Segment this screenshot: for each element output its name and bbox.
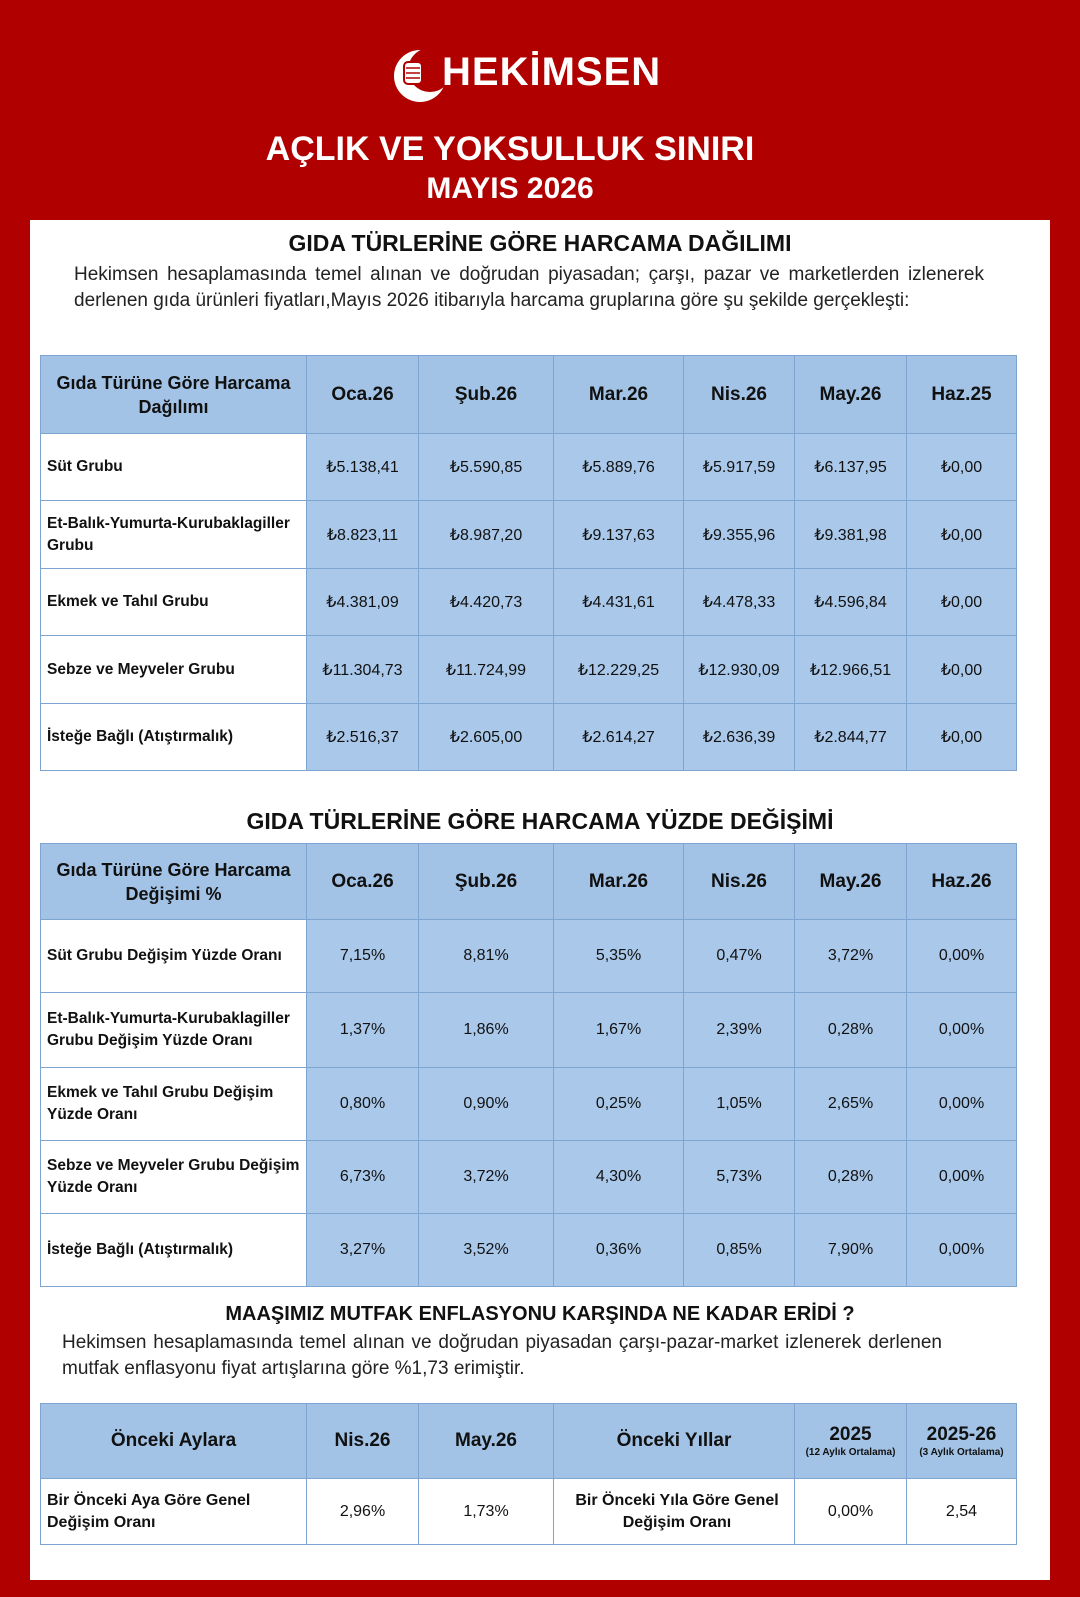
table-cell: 0,85% <box>684 1214 795 1287</box>
row-label: İsteğe Bağlı (Atıştırmalık) <box>41 704 307 771</box>
salary-erosion-table <box>40 1403 1017 1545</box>
table-cell: 0,90% <box>419 1068 554 1141</box>
percent-change-table <box>40 843 1017 1287</box>
table-cell: 0,80% <box>307 1068 419 1141</box>
table-cell: 1,37% <box>307 993 419 1068</box>
table-cell: 0,36% <box>554 1214 684 1287</box>
row-label: Ekmek ve Tahıl Grubu Değişim Yüzde Oranı <box>41 1068 307 1141</box>
table-cell: 0,00% <box>907 1214 1017 1287</box>
prev-years-header: Önceki Yıllar <box>554 1404 795 1479</box>
crescent-fist-icon <box>390 40 450 110</box>
table-cell: 3,27% <box>307 1214 419 1287</box>
table-cell: ₺8.823,11 <box>307 501 419 569</box>
table-cell: 0,25% <box>554 1068 684 1141</box>
col-header: Oca.26 <box>307 356 419 434</box>
table-cell: ₺8.987,20 <box>419 501 554 569</box>
row-label: Et-Balık-Yumurta-Kurubaklagiller Grubu Değişim Yüzde Oranı <box>41 993 307 1068</box>
table-cell: ₺12.930,09 <box>684 636 795 704</box>
row-label: Sebze ve Meyveler Grubu <box>41 636 307 704</box>
table-cell: 5,73% <box>684 1141 795 1214</box>
table-cell: 4,30% <box>554 1141 684 1214</box>
table-cell: 1,73% <box>419 1479 554 1545</box>
col-header-2025-26-note: (3 Aylık Ortalama) <box>919 1446 1004 1458</box>
table-row <box>41 636 1017 704</box>
table-cell: ₺9.355,96 <box>684 501 795 569</box>
col-header: Şub.26 <box>419 844 554 920</box>
col-header-2025-note: (12 Aylık Ortalama) <box>805 1446 896 1458</box>
table-cell: 2,65% <box>795 1068 907 1141</box>
section2-title: GIDA TÜRLERİNE GÖRE HARCAMA YÜZDE DEĞİŞİMİ <box>246 808 834 834</box>
table-cell: ₺5.917,59 <box>684 434 795 501</box>
table-cell: ₺4.478,33 <box>684 569 795 636</box>
table-cell: 2,54 <box>907 1479 1017 1545</box>
table-cell: 0,00% <box>795 1479 907 1545</box>
col-header-2025-label: 2025 <box>829 1423 872 1445</box>
table-row <box>41 704 1017 771</box>
table-cell: 7,15% <box>307 920 419 993</box>
row-label: Bir Önceki Yıla Göre Genel Değişim Oranı <box>554 1479 795 1545</box>
table-cell: 2,96% <box>307 1479 419 1545</box>
col-header: Haz.26 <box>907 844 1017 920</box>
table-cell: ₺4.381,09 <box>307 569 419 636</box>
table-cell: ₺4.420,73 <box>419 569 554 636</box>
table-row <box>41 1068 1017 1141</box>
content-panel <box>30 220 1050 1580</box>
table-row <box>41 1479 1017 1545</box>
table-cell: ₺0,00 <box>907 501 1017 569</box>
col-header: May.26 <box>419 1404 554 1479</box>
table-cell: ₺9.381,98 <box>795 501 907 569</box>
col-header-2025-26-label: 2025-26 <box>926 1423 997 1445</box>
table-cell: 0,00% <box>907 993 1017 1068</box>
section3-paragraph: Hekimsen hesaplamasında temel alınan ve doğrudan piyasadan çarşı-pazar-market izlenerek derlenen mutfak enflasyonu fiyat artışlarına göre %1,73 erimiştir. <box>62 1332 942 1379</box>
table-cell: ₺2.605,00 <box>419 704 554 771</box>
row-label: Et-Balık-Yumurta-Kurubaklagiller Grubu <box>41 501 307 569</box>
table-cell: 0,00% <box>907 920 1017 993</box>
expenditure-table <box>40 355 1017 771</box>
table-cell: 0,47% <box>684 920 795 993</box>
page-subtitle: MAYIS 2026 <box>426 172 594 205</box>
table-header-label: Gıda Türüne Göre Harcama Dağılımı <box>41 356 307 434</box>
table-cell: ₺9.137,63 <box>554 501 684 569</box>
table-cell: 5,35% <box>554 920 684 993</box>
row-label: Ekmek ve Tahıl Grubu <box>41 569 307 636</box>
row-label: Süt Grubu Değişim Yüzde Oranı <box>41 920 307 993</box>
col-header: Mar.26 <box>554 844 684 920</box>
table-cell: ₺2.844,77 <box>795 704 907 771</box>
table-row <box>41 1214 1017 1287</box>
table-cell: 3,72% <box>795 920 907 993</box>
col-header: May.26 <box>795 356 907 434</box>
table-cell: 1,05% <box>684 1068 795 1141</box>
table-cell: ₺2.516,37 <box>307 704 419 771</box>
table-cell: ₺2.636,39 <box>684 704 795 771</box>
section1-title: GIDA TÜRLERİNE GÖRE HARCAMA DAĞILIMI <box>288 230 792 256</box>
table-header-label: Gıda Türüne Göre Harcama Değişimi % <box>41 844 307 920</box>
table-row <box>41 920 1017 993</box>
table-cell: ₺4.431,61 <box>554 569 684 636</box>
col-header: Nis.26 <box>307 1404 419 1479</box>
row-label: İsteğe Bağlı (Atıştırmalık) <box>41 1214 307 1287</box>
table-cell: 3,52% <box>419 1214 554 1287</box>
table-cell: ₺12.966,51 <box>795 636 907 704</box>
row-label: Bir Önceki Aya Göre Genel Değişim Oranı <box>41 1479 307 1545</box>
col-header: Nis.26 <box>684 844 795 920</box>
col-header: Oca.26 <box>307 844 419 920</box>
table-header-row <box>41 844 1017 920</box>
table-cell: 1,67% <box>554 993 684 1068</box>
table-cell: ₺11.304,73 <box>307 636 419 704</box>
prev-months-header: Önceki Aylara <box>41 1404 307 1479</box>
col-header: Mar.26 <box>554 356 684 434</box>
hekimsen-logo <box>390 40 690 110</box>
table-cell: ₺12.229,25 <box>554 636 684 704</box>
page-title: AÇLIK VE YOKSULLUK SINIRI <box>265 130 755 168</box>
brand-name: HEKİMSEN <box>442 50 662 94</box>
header <box>0 0 1080 222</box>
col-header: Nis.26 <box>684 356 795 434</box>
table-cell: ₺0,00 <box>907 704 1017 771</box>
col-header: May.26 <box>795 844 907 920</box>
table-cell: ₺6.137,95 <box>795 434 907 501</box>
row-label: Sebze ve Meyveler Grubu Değişim Yüzde Oranı <box>41 1141 307 1214</box>
table-cell: 0,00% <box>907 1068 1017 1141</box>
table-cell: 6,73% <box>307 1141 419 1214</box>
table-cell: ₺11.724,99 <box>419 636 554 704</box>
col-header-2025-26 <box>907 1404 1017 1479</box>
row-label: Süt Grubu <box>41 434 307 501</box>
table-cell: 0,00% <box>907 1141 1017 1214</box>
table-cell: 7,90% <box>795 1214 907 1287</box>
table-cell: 1,86% <box>419 993 554 1068</box>
table-cell: ₺4.596,84 <box>795 569 907 636</box>
table-cell: 0,28% <box>795 1141 907 1214</box>
table-cell: ₺5.138,41 <box>307 434 419 501</box>
table-cell: 2,39% <box>684 993 795 1068</box>
table-cell: ₺5.590,85 <box>419 434 554 501</box>
table-cell: ₺0,00 <box>907 434 1017 501</box>
table-row <box>41 434 1017 501</box>
table-cell: ₺0,00 <box>907 569 1017 636</box>
table-cell: 0,28% <box>795 993 907 1068</box>
table-row <box>41 501 1017 569</box>
table-row <box>41 569 1017 636</box>
table-header-row <box>41 1404 1017 1479</box>
section3-title: MAAŞIMIZ MUTFAK ENFLASYONU KARŞINDA NE KADAR ERİDİ ? <box>225 1303 855 1325</box>
table-header-row <box>41 356 1017 434</box>
table-cell: ₺5.889,76 <box>554 434 684 501</box>
col-header-2025 <box>795 1404 907 1479</box>
table-cell: ₺0,00 <box>907 636 1017 704</box>
table-row <box>41 1141 1017 1214</box>
table-row <box>41 993 1017 1068</box>
section1-paragraph: Hekimsen hesaplamasında temel alınan ve doğrudan piyasadan; çarşı, pazar ve marketlerden izlenerek derlenen gıda ürünleri fiyatları,Mayıs 2026 itibarıyla harcama gruplarına göre şu şekilde gerçekleşti: <box>74 264 984 311</box>
col-header: Şub.26 <box>419 356 554 434</box>
table-cell: ₺2.614,27 <box>554 704 684 771</box>
col-header: Haz.25 <box>907 356 1017 434</box>
table-cell: 3,72% <box>419 1141 554 1214</box>
table-cell: 8,81% <box>419 920 554 993</box>
